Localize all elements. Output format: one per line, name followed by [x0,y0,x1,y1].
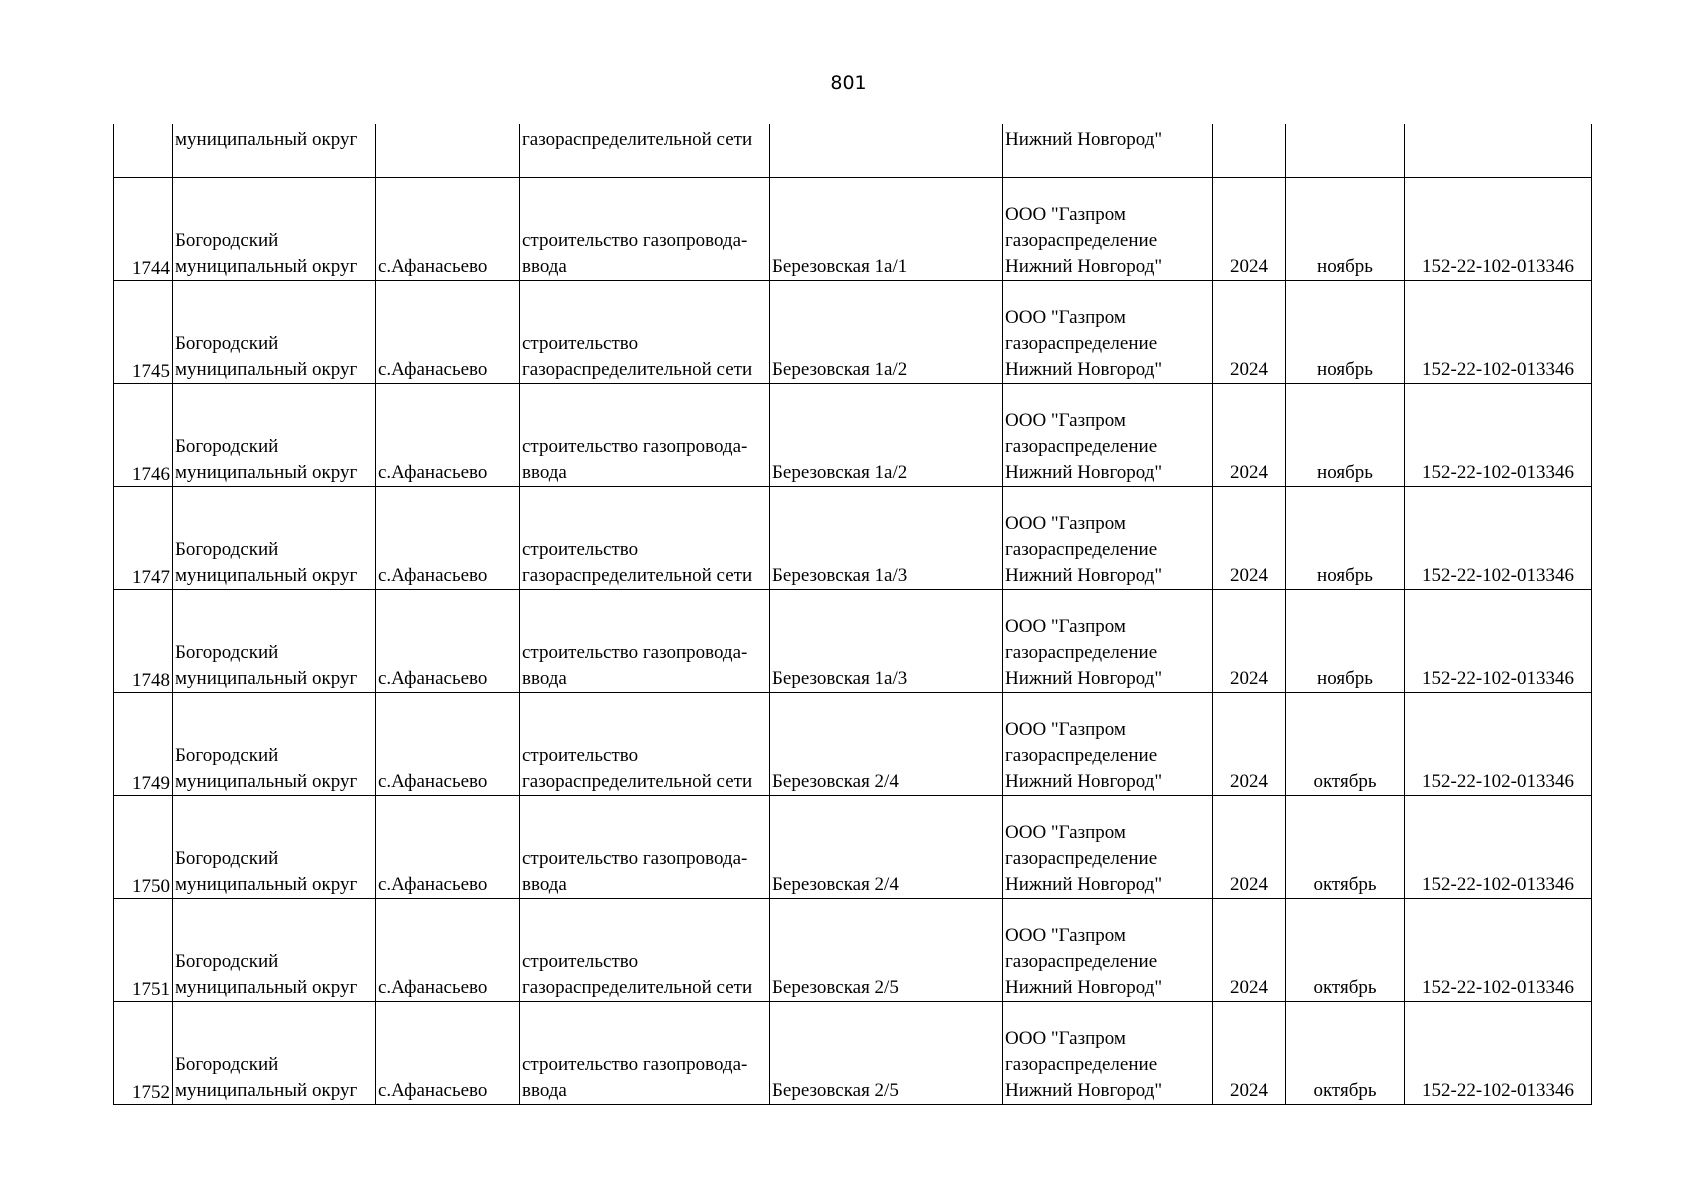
org-line: Нижний Новгород" [1005,256,1163,277]
table-row [114,899,1592,1002]
org-line: газораспределение [1005,1054,1158,1075]
table-row [114,178,1592,281]
address-text: Березовская 2/5 [772,1080,899,1101]
cell-work [520,384,770,487]
code-text: 152-22-102-013346 [1422,1080,1574,1101]
org-line: ООО "Газпром [1005,307,1126,328]
work-line: строительство газопровода- [522,436,748,457]
cell-address [770,590,1003,693]
year-text: 2024 [1230,771,1268,792]
month-text: ноябрь [1317,462,1373,483]
cell-code [1405,124,1592,178]
work-line: газораспределительной сети [522,359,753,380]
org-line: газораспределение [1005,951,1158,972]
org-line: ООО "Газпром [1005,410,1126,431]
cell-year [1213,487,1286,590]
table-row [114,384,1592,487]
district-line: муниципальный округ [175,256,358,277]
org-line: газораспределение [1005,642,1158,663]
cell-district [173,384,376,487]
org-text: Нижний Новгород" [1005,129,1163,150]
district-text: муниципальный округ [175,129,358,150]
code-text: 152-22-102-013346 [1422,359,1574,380]
org-line: Нижний Новгород" [1005,565,1163,586]
year-text: 2024 [1230,668,1268,689]
address-text: Березовская 2/4 [772,874,899,895]
district-line: Богородский [175,642,279,663]
cell-address [770,384,1003,487]
cell-work [520,899,770,1002]
village-text: с.Афанасьево [378,771,488,792]
org-line: Нижний Новгород" [1005,1080,1163,1101]
row-number: 1746 [132,464,170,485]
cell-code [1405,1002,1592,1105]
cell-village [376,693,520,796]
month-text: ноябрь [1317,256,1373,277]
cell-org [1003,590,1213,693]
org-line: Нижний Новгород" [1005,977,1163,998]
work-line: строительство газопровода- [522,642,748,663]
cell-work [520,1002,770,1105]
address-text: Березовская 2/4 [772,771,899,792]
village-text: с.Афанасьево [378,359,488,380]
cell-month [1286,693,1405,796]
district-line: муниципальный округ [175,359,358,380]
month-text: октябрь [1313,874,1377,895]
org-line: Нижний Новгород" [1005,359,1163,380]
cell-district [173,281,376,384]
cell-village [376,487,520,590]
table-row [114,590,1592,693]
work-line: строительство [522,539,639,560]
cell-num [114,590,173,693]
address-text: Березовская 1а/3 [772,565,908,586]
cell-org [1003,1002,1213,1105]
work-line: ввода [522,874,567,895]
district-line: Богородский [175,1054,279,1075]
address-text: Березовская 1а/2 [772,462,908,483]
cell-month [1286,281,1405,384]
cell-code [1405,693,1592,796]
row-number: 1747 [132,567,170,588]
cell-org [1003,487,1213,590]
row-number: 1752 [132,1082,170,1103]
cell-year [1213,178,1286,281]
org-line: газораспределение [1005,436,1158,457]
cell-code [1405,899,1592,1002]
cell-year [1213,693,1286,796]
cell-village [376,796,520,899]
cell-org [1003,124,1213,178]
org-line: ООО "Газпром [1005,204,1126,225]
table-row [114,281,1592,384]
cell-num [114,178,173,281]
year-text: 2024 [1230,874,1268,895]
cell-work [520,590,770,693]
table-row [114,487,1592,590]
month-text: октябрь [1313,1080,1377,1101]
cell-num [114,124,173,178]
district-line: муниципальный округ [175,771,358,792]
cell-num [114,899,173,1002]
month-text: ноябрь [1317,565,1373,586]
work-line: ввода [522,256,567,277]
cell-num [114,693,173,796]
work-line: строительство [522,333,639,354]
cell-district [173,899,376,1002]
cell-address [770,281,1003,384]
district-line: муниципальный округ [175,462,358,483]
work-line: ввода [522,1080,567,1101]
code-text: 152-22-102-013346 [1422,977,1574,998]
cell-org [1003,384,1213,487]
cell-num [114,487,173,590]
cell-address [770,487,1003,590]
cell-year [1213,384,1286,487]
cell-num [114,796,173,899]
org-line: ООО "Газпром [1005,719,1126,740]
month-text: ноябрь [1317,668,1373,689]
cell-district [173,693,376,796]
cell-month [1286,384,1405,487]
org-line: ООО "Газпром [1005,822,1126,843]
org-line: Нижний Новгород" [1005,462,1163,483]
village-text: с.Афанасьево [378,565,488,586]
cell-district [173,590,376,693]
district-line: муниципальный округ [175,874,358,895]
cell-work [520,487,770,590]
district-line: Богородский [175,951,279,972]
row-number: 1745 [132,361,170,382]
year-text: 2024 [1230,359,1268,380]
year-text: 2024 [1230,256,1268,277]
work-line: строительство газопровода- [522,230,748,251]
cell-year [1213,1002,1286,1105]
cell-village [376,178,520,281]
cell-work [520,178,770,281]
cell-village [376,384,520,487]
cell-village [376,590,520,693]
cell-month [1286,178,1405,281]
gasification-table [113,124,1592,1105]
code-text: 152-22-102-013346 [1422,565,1574,586]
cell-address [770,124,1003,178]
cell-year [1213,281,1286,384]
code-text: 152-22-102-013346 [1422,874,1574,895]
table-row [114,693,1592,796]
org-line: ООО "Газпром [1005,616,1126,637]
continuation-row [114,124,1592,178]
cell-num [114,281,173,384]
row-number: 1744 [132,258,170,279]
cell-num [114,1002,173,1105]
code-text: 152-22-102-013346 [1422,771,1574,792]
cell-year [1213,590,1286,693]
cell-year [1213,796,1286,899]
district-line: Богородский [175,333,279,354]
cell-org [1003,178,1213,281]
work-line: строительство газопровода- [522,848,748,869]
village-text: с.Афанасьево [378,668,488,689]
address-text: Березовская 1а/2 [772,359,908,380]
cell-code [1405,178,1592,281]
org-line: газораспределение [1005,333,1158,354]
year-text: 2024 [1230,1080,1268,1101]
district-line: Богородский [175,539,279,560]
org-line: ООО "Газпром [1005,1028,1126,1049]
district-line: муниципальный округ [175,977,358,998]
district-line: муниципальный округ [175,1080,358,1101]
cell-month [1286,796,1405,899]
org-line: ООО "Газпром [1005,513,1126,534]
village-text: с.Афанасьево [378,462,488,483]
cell-month [1286,1002,1405,1105]
row-number: 1748 [132,670,170,691]
code-text: 152-22-102-013346 [1422,462,1574,483]
cell-district [173,1002,376,1105]
cell-code [1405,281,1592,384]
cell-village [376,124,520,178]
work-line: строительство [522,951,639,972]
address-text: Березовская 1а/1 [772,256,908,277]
district-line: муниципальный округ [175,565,358,586]
year-text: 2024 [1230,977,1268,998]
code-text: 152-22-102-013346 [1422,668,1574,689]
work-line: ввода [522,668,567,689]
cell-district [173,124,376,178]
work-line: газораспределительной сети [522,977,753,998]
cell-month [1286,899,1405,1002]
page-number: 801 [830,72,867,94]
village-text: с.Афанасьево [378,977,488,998]
cell-org [1003,281,1213,384]
work-line: газораспределительной сети [522,565,753,586]
year-text: 2024 [1230,565,1268,586]
cell-year [1213,124,1286,178]
cell-code [1405,487,1592,590]
code-text: 152-22-102-013346 [1422,256,1574,277]
table-row [114,796,1592,899]
district-line: муниципальный округ [175,668,358,689]
org-line: Нижний Новгород" [1005,771,1163,792]
village-text: с.Афанасьево [378,874,488,895]
month-text: октябрь [1313,771,1377,792]
cell-month [1286,590,1405,693]
cell-code [1405,590,1592,693]
row-number: 1751 [132,979,170,1000]
org-line: газораспределение [1005,230,1158,251]
work-line: строительство газопровода- [522,1054,748,1075]
work-line: строительство [522,745,639,766]
cell-village [376,281,520,384]
district-line: Богородский [175,230,279,251]
cell-month [1286,487,1405,590]
cell-month [1286,124,1405,178]
org-line: газораспределение [1005,745,1158,766]
cell-work [520,693,770,796]
cell-code [1405,384,1592,487]
cell-code [1405,796,1592,899]
cell-work [520,124,770,178]
cell-org [1003,899,1213,1002]
cell-num [114,384,173,487]
month-text: ноябрь [1317,359,1373,380]
table-row [114,1002,1592,1105]
cell-year [1213,899,1286,1002]
org-line: ООО "Газпром [1005,925,1126,946]
cell-address [770,796,1003,899]
cell-address [770,693,1003,796]
address-text: Березовская 2/5 [772,977,899,998]
address-text: Березовская 1а/3 [772,668,908,689]
month-text: октябрь [1313,977,1377,998]
cell-org [1003,693,1213,796]
cell-address [770,1002,1003,1105]
row-number: 1750 [132,876,170,897]
org-line: газораспределение [1005,539,1158,560]
work-text: газораспределительной сети [522,129,753,150]
cell-district [173,178,376,281]
row-number: 1749 [132,773,170,794]
org-line: Нижний Новгород" [1005,668,1163,689]
org-line: газораспределение [1005,848,1158,869]
work-line: ввода [522,462,567,483]
district-line: Богородский [175,745,279,766]
village-text: с.Афанасьево [378,1080,488,1101]
year-text: 2024 [1230,462,1268,483]
district-line: Богородский [175,848,279,869]
cell-work [520,281,770,384]
village-text: с.Афанасьево [378,256,488,277]
cell-address [770,899,1003,1002]
cell-district [173,487,376,590]
cell-address [770,178,1003,281]
org-line: Нижний Новгород" [1005,874,1163,895]
district-line: Богородский [175,436,279,457]
cell-org [1003,796,1213,899]
cell-district [173,796,376,899]
work-line: газораспределительной сети [522,771,753,792]
cell-village [376,1002,520,1105]
cell-work [520,796,770,899]
cell-village [376,899,520,1002]
